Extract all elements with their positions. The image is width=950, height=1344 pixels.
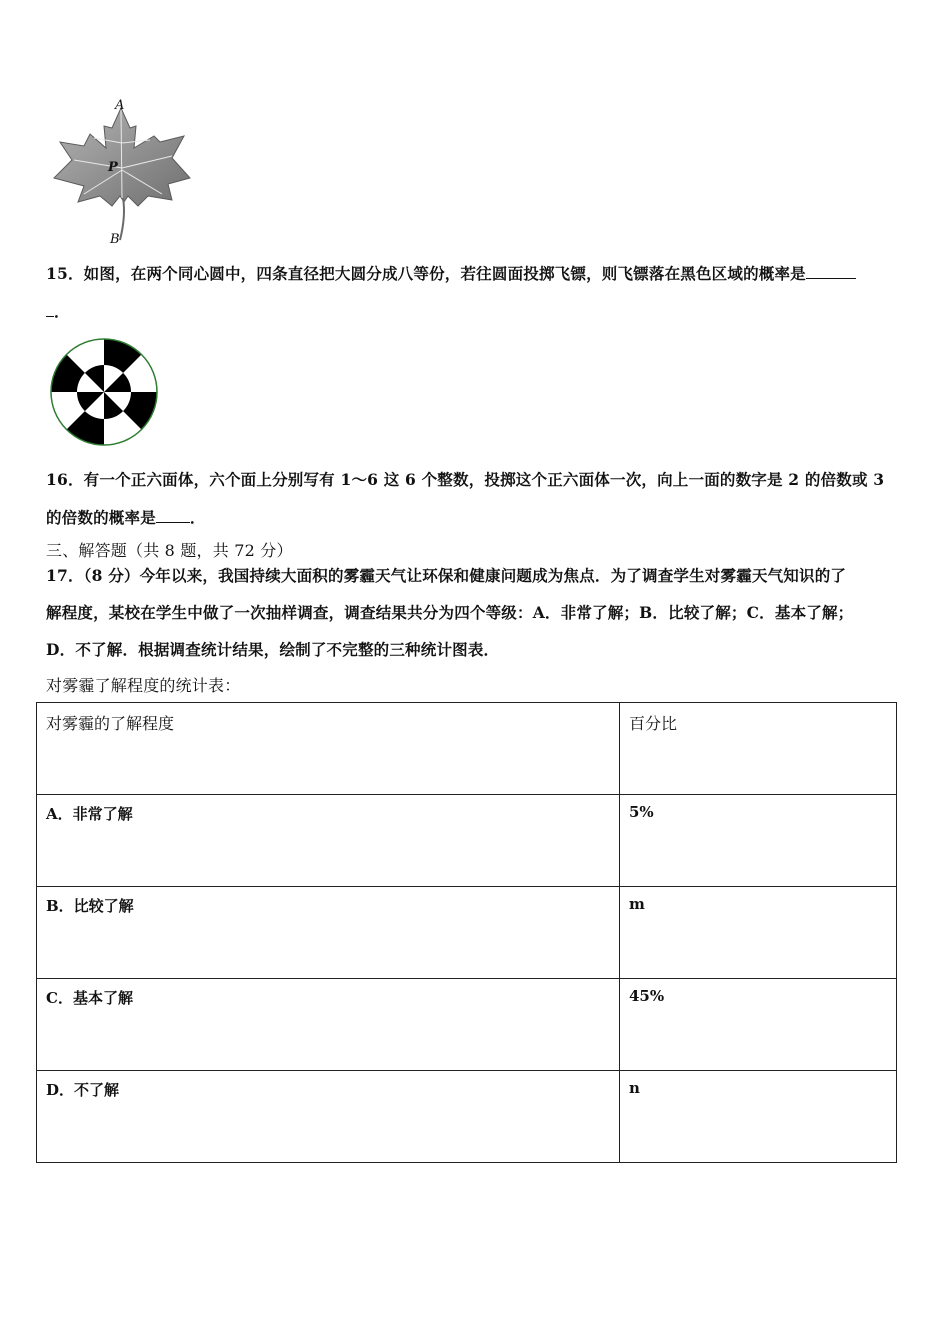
concentric-circles-target-icon	[48, 336, 160, 448]
table-cell-level: C．基本了解	[37, 979, 620, 1071]
awareness-stats-table	[36, 702, 897, 1163]
table-cell-percent: 5%	[620, 795, 897, 887]
maple-leaf-icon	[44, 98, 194, 250]
question-16-tail: ．	[189, 508, 206, 527]
table-header-cell: 百分比	[620, 703, 897, 795]
table-row	[37, 979, 897, 1071]
table-cell-level: B．比较了解	[37, 887, 620, 979]
answer-blank-continued	[46, 315, 54, 317]
table-cell-percent: n	[620, 1071, 897, 1163]
table-row	[37, 887, 897, 979]
question-16-text: 16．有一个正六面体，六个面上分别写有 1～6 这 6 个整数，投掷这个正六面体一次，向上一面的数字是 2 的倍数或 3	[46, 470, 885, 489]
answer-blank	[156, 521, 190, 523]
table-row	[37, 1071, 897, 1163]
question-15-line2	[46, 300, 70, 322]
maple-leaf-figure	[44, 98, 194, 250]
question-17-line2: 解程度，某校在学生中做了一次抽样调查，调查结果共分为四个等级：A．非常了解；B．比较了解；C．基本了解；	[46, 603, 854, 622]
question-15-line1	[46, 262, 856, 284]
leaf-label-p: P	[108, 160, 118, 175]
target-figure	[48, 336, 160, 448]
leaf-label-b: B	[110, 232, 120, 247]
question-16-line2	[46, 506, 206, 528]
question-16-text-2: 的倍数的概率是	[46, 508, 156, 527]
table-row	[37, 795, 897, 887]
question-15-text: 15．如图，在两个同心圆中，四条直径把大圆分成八等份，若往圆面投掷飞镖，则飞镖落在黑色区域的概率是	[46, 264, 806, 283]
table-header-cell: 对雾霾的了解程度	[37, 703, 620, 795]
section-3-heading: 三、解答题（共 8 题，共 72 分）	[46, 541, 293, 560]
answer-blank	[806, 277, 856, 279]
table-cell-percent: m	[620, 887, 897, 979]
table-cell-level: A．非常了解	[37, 795, 620, 887]
question-17-line3: D．不了解．根据调查统计结果，绘制了不完整的三种统计图表．	[46, 640, 500, 659]
table-cell-percent: 45%	[620, 979, 897, 1071]
table-cell-level: D．不了解	[37, 1071, 620, 1163]
table-header-row	[37, 703, 897, 795]
table-caption: 对雾霾了解程度的统计表：	[46, 676, 241, 695]
question-15-tail: ．	[54, 302, 70, 321]
question-16-line1	[46, 468, 884, 490]
question-17-line1: 17．（8 分）今年以来，我国持续大面积的雾霾天气让环保和健康问题成为焦点．为了调查学生对雾霾天气知识的了	[46, 566, 847, 585]
leaf-label-a: A	[115, 98, 125, 113]
